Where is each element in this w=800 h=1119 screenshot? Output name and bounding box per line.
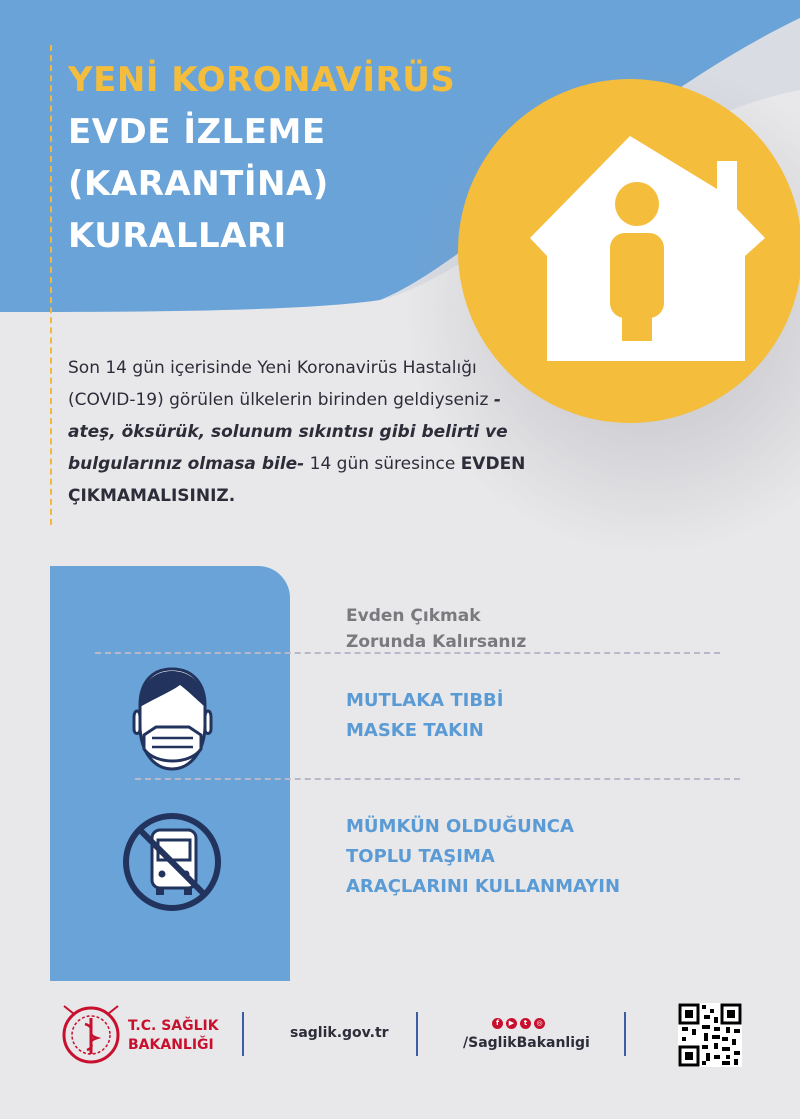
ministry-name [128, 1017, 219, 1055]
intro-italic: -ateş, öksürük, solunum sıkıntısı gibi belirti ve bulgularınız olmasa bile- [68, 390, 508, 474]
social-handle[interactable]: /SaglikBakanligi [463, 1035, 590, 1051]
rule-transport-line-3: ARAÇLARINI KULLANMAYIN [346, 876, 621, 897]
divider-2 [135, 778, 740, 780]
ministry-name-line-2: BAKANLIĞI [128, 1037, 214, 1053]
rule-transport-line-2: TOPLU TAŞIMA [346, 846, 495, 867]
rule-transport [346, 812, 620, 902]
section-heading-line-1: Evden Çıkmak [346, 606, 481, 626]
section-heading [346, 603, 526, 655]
title-line-4: KURALLARI [68, 216, 287, 256]
ministry-logo-icon [58, 1004, 124, 1066]
intro-text-2: 14 gün süresince [304, 454, 461, 474]
website-link[interactable]: saglik.gov.tr [290, 1025, 389, 1041]
qr-code-icon[interactable] [678, 1003, 742, 1067]
title-line-1: YENİ KORONAVİRÜS [68, 60, 456, 100]
title-divider [50, 45, 52, 525]
intro-text: Son 14 gün içerisinde Yeni Koronavirüs Hastalığı (COVID-19) görülen ülkelerin birinden geldiyseniz [68, 358, 494, 410]
twitter-icon[interactable]: t [520, 1018, 531, 1029]
instagram-icon[interactable]: ◎ [534, 1018, 545, 1029]
footer-separator-2 [416, 1012, 418, 1056]
face-mask-icon [130, 665, 215, 775]
section-heading-line-2: Zorunda Kalırsanız [346, 632, 527, 652]
rule-mask [346, 686, 503, 746]
footer-separator-3 [624, 1012, 626, 1056]
rule-mask-line-2: MASKE TAKIN [346, 720, 484, 741]
page-title [68, 54, 455, 262]
rule-mask-line-1: MUTLAKA TIBBİ [346, 690, 504, 711]
title-line-3: (KARANTİNA) [68, 164, 329, 204]
social-icons [492, 1018, 545, 1029]
footer-separator-1 [242, 1012, 244, 1056]
youtube-icon[interactable]: ▶ [506, 1018, 517, 1029]
intro-emphasis: EVDEN ÇIKMAMALISINIZ. [68, 454, 526, 506]
intro-paragraph [68, 352, 538, 512]
rule-transport-line-1: MÜMKÜN OLDUĞUNCA [346, 816, 574, 837]
facebook-icon[interactable]: f [492, 1018, 503, 1029]
title-line-2: EVDE İZLEME [68, 112, 326, 152]
no-bus-icon [120, 810, 225, 915]
ministry-name-line-1: T.C. SAĞLIK [128, 1018, 219, 1034]
